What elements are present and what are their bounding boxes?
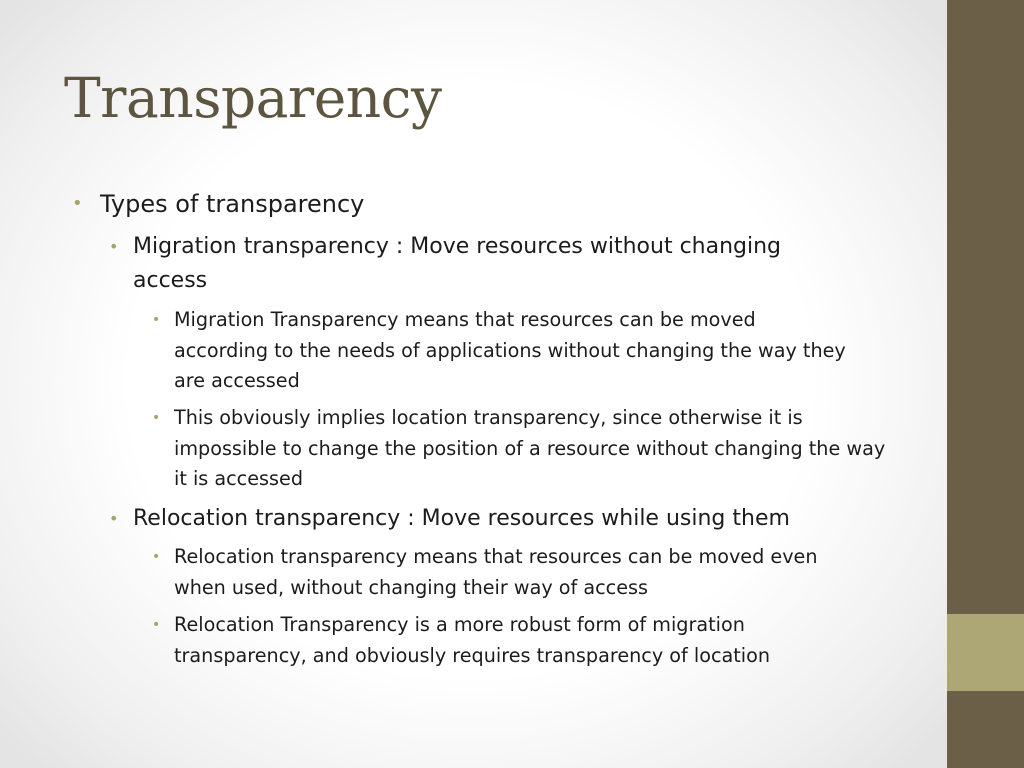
bullet-level-3 <box>152 542 874 603</box>
bullet-dot-icon: • <box>152 549 161 565</box>
bullet-text: Relocation transparency means that resources can be moved even when used, without changing their way of access <box>174 545 818 599</box>
bullet-dot-icon: • <box>72 193 83 214</box>
bullet-level-3 <box>152 403 904 495</box>
bullet-text: Migration Transparency means that resources can be moved according to the needs of applications without changing the way they are accessed <box>174 308 846 392</box>
bullet-level-2 <box>109 502 913 536</box>
bullet-text: Relocation transparency : Move resources while using them <box>133 506 790 531</box>
slide-title: Transparency <box>64 66 442 130</box>
bullet-level-2 <box>109 230 833 298</box>
bullet-text: Migration transparency : Move resources without changing access <box>133 234 782 293</box>
bullet-dot-icon: • <box>152 410 161 426</box>
bullet-dot-icon: • <box>152 617 161 633</box>
bullet-level-3 <box>152 610 834 671</box>
bullet-text: Relocation Transparency is a more robust form of migration transparency, and obviously requires transparency of location <box>174 613 771 667</box>
bullet-level-1 <box>72 187 920 221</box>
bullet-text: Types of transparency <box>100 190 365 218</box>
bullet-text: This obviously implies location transparency, since otherwise it is impossible to change the position of a resource without changing the way it is accessed <box>174 406 886 490</box>
bullet-level-3 <box>152 305 854 397</box>
bullet-dot-icon: • <box>152 312 161 328</box>
bullet-dot-icon: • <box>109 237 119 256</box>
side-accent-block <box>947 614 1024 691</box>
bullet-dot-icon: • <box>109 509 119 528</box>
